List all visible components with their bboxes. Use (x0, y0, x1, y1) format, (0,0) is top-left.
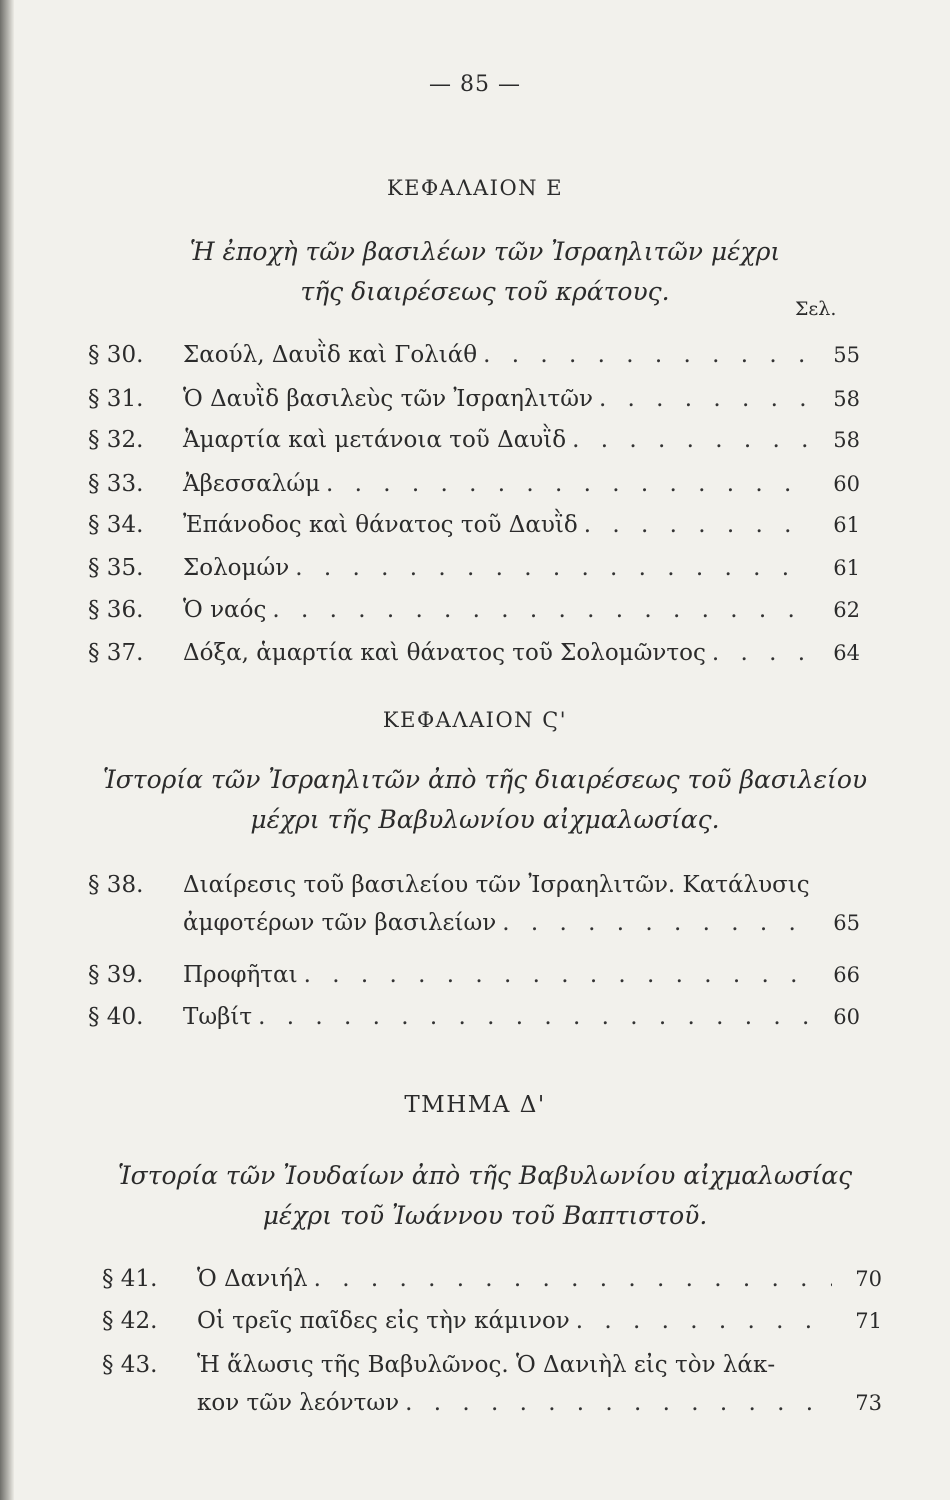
toc-entry-page: 66 (833, 963, 860, 987)
toc-entry-38 (88, 866, 860, 942)
toc-entry-title-continuation: κον τῶν λεόντων (197, 1390, 400, 1416)
toc-entry-title: Προφῆται (183, 962, 298, 988)
toc-entry-page: 71 (855, 1309, 882, 1333)
toc-entry-number: § 42. (102, 1308, 158, 1334)
toc-entry-number: § 41. (102, 1266, 158, 1292)
toc-entry-page: 58 (833, 428, 860, 452)
toc-entry-36 (88, 591, 860, 629)
toc-entry-page: 61 (833, 556, 860, 580)
toc-entry-number: § 38. (88, 872, 144, 898)
toc-entry-39 (88, 956, 860, 994)
toc-entry-43 (102, 1346, 882, 1422)
dot-leader (576, 1302, 832, 1340)
toc-entry-page: 65 (833, 911, 860, 935)
toc-entry-37 (88, 634, 860, 672)
toc-entry-number: § 31. (88, 386, 144, 412)
toc-entry-34 (88, 506, 860, 544)
toc-entry-number: § 30. (88, 342, 144, 368)
toc-entry-title: Ὁ Δαυῒδ βασιλεὺς τῶν Ἰσραηλιτῶν (183, 386, 593, 412)
chapter-6-subtitle-line-1: Ἱστορία τῶν Ἰσραηλιτῶν ἀπὸ τῆς διαιρέσεως τοῦ βασιλείου (102, 765, 868, 794)
section-d-subtitle (70, 1156, 900, 1236)
toc-entry-title: Οἱ τρεῖς παῖδες εἰς τὴν κάμινον (197, 1308, 570, 1334)
toc-entry-32 (88, 421, 860, 459)
chapter-5-subtitle-line-2: τῆς διαιρέσεως τοῦ κράτους. (300, 277, 670, 306)
toc-entry-page: 64 (833, 641, 860, 665)
toc-entry-title: Ἁμαρτία καὶ μετάνοια τοῦ Δαυῒδ (183, 427, 567, 453)
toc-entry-number: § 33. (88, 471, 144, 497)
dot-leader (405, 1384, 832, 1422)
toc-entry-title: Διαίρεσις τοῦ βασιλείου τῶν Ἰσραηλιτῶν. Κατάλυσις (183, 872, 810, 898)
chapter-5-subtitle (90, 232, 880, 312)
toc-entry-number: § 43. (102, 1352, 158, 1378)
toc-entry-page: 58 (833, 387, 860, 411)
toc-entry-page: 62 (833, 598, 860, 622)
toc-entry-page: 61 (833, 513, 860, 537)
toc-entry-33 (88, 465, 860, 503)
toc-entry-title: Σαούλ, Δαυῒδ καὶ Γολιάθ (183, 342, 478, 368)
toc-entry-42 (102, 1302, 882, 1340)
chapter-6-subtitle-line-2: μέχρι τῆς Βαβυλωνίου αἰχμαλωσίας. (250, 805, 720, 834)
toc-entry-title: Ἀβεσσαλώμ (183, 471, 321, 497)
section-d-heading: ΤΜΗΜΑ Δ' (404, 1092, 546, 1118)
toc-entry-number: § 36. (88, 597, 144, 623)
dot-leader (272, 591, 810, 629)
chapter-5-heading: ΚΕΦΑΛΑΙΟΝ Ε (386, 176, 564, 200)
toc-entry-number: § 35. (88, 555, 144, 581)
toc-entry-page: 73 (855, 1391, 882, 1415)
page-column-label: Σελ. (795, 298, 837, 320)
toc-entry-title: Ὁ ναός (183, 597, 267, 623)
toc-entry-30 (88, 336, 860, 374)
toc-entry-number: § 39. (88, 962, 144, 988)
chapter-5-subtitle-line-1: Ἡ ἐποχὴ τῶν βασιλέων τῶν Ἰσραηλιτῶν μέχρι (189, 237, 781, 266)
dot-leader (258, 998, 810, 1036)
toc-entry-page: 55 (833, 343, 860, 367)
dot-leader (712, 634, 810, 672)
toc-entry-40 (88, 998, 860, 1036)
section-d-subtitle-line-1: Ἱστορία τῶν Ἰουδαίων ἀπὸ τῆς Βαβυλωνίου αἰχμαλωσίας (117, 1161, 853, 1190)
toc-entry-title: Ἡ ἅλωσις τῆς Βαβυλῶνος. Ὁ Δανιὴλ εἰς τὸν λάκ- (197, 1352, 776, 1378)
toc-entry-title: Ὁ Δανιήλ (197, 1266, 308, 1292)
page-number: — 85 — (429, 72, 521, 97)
toc-entry-number: § 40. (88, 1004, 144, 1030)
dot-leader (483, 336, 810, 374)
toc-entry-31 (88, 380, 860, 418)
toc-entry-35 (88, 549, 860, 587)
section-d-subtitle-line-2: μέχρι τοῦ Ἰωάννου τοῦ Βαπτιστοῦ. (262, 1201, 708, 1230)
toc-entry-page: 60 (833, 1005, 860, 1029)
dot-leader (572, 421, 810, 459)
toc-entry-41 (102, 1260, 882, 1298)
dot-leader (295, 549, 810, 587)
dot-leader (304, 956, 810, 994)
dot-leader (599, 380, 810, 418)
toc-entry-number: § 32. (88, 427, 144, 453)
toc-entry-title-continuation: ἀμφοτέρων τῶν βασιλείων (183, 910, 497, 936)
dot-leader (314, 1260, 832, 1298)
toc-entry-page: 70 (855, 1267, 882, 1291)
toc-entry-number: § 34. (88, 512, 144, 538)
chapter-6-heading: ΚΕΦΑΛΑΙΟΝ Ϛ' (382, 708, 568, 732)
chapter-6-subtitle (90, 760, 880, 840)
toc-entry-title: Σολομών (183, 555, 290, 581)
toc-entry-page: 60 (833, 472, 860, 496)
toc-entry-title: Ἐπάνοδος καὶ θάνατος τοῦ Δαυῒδ (183, 512, 578, 538)
dot-leader (326, 465, 810, 503)
toc-entry-number: § 37. (88, 640, 144, 666)
toc-entry-title: Δόξα, ἁμαρτία καὶ θάνατος τοῦ Σολομῶντος (183, 640, 706, 666)
toc-entry-title: Τωβίτ (183, 1004, 253, 1030)
dot-leader (502, 904, 810, 942)
dot-leader (584, 506, 810, 544)
